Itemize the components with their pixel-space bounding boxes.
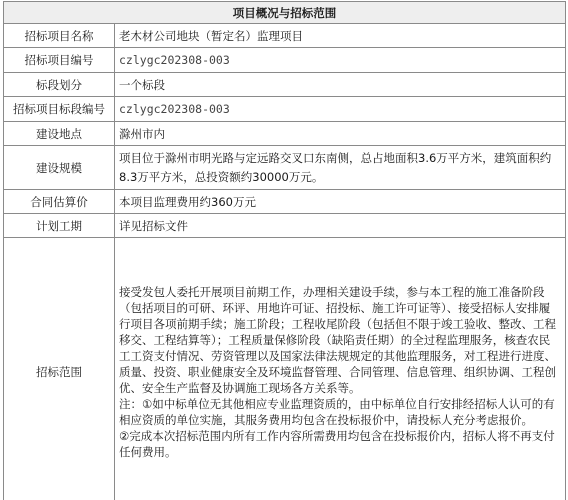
row-label-scale: 建设规模 — [4, 146, 115, 190]
table-row — [4, 146, 566, 190]
row-label-section-division: 标段划分 — [4, 73, 115, 97]
scope-paragraph-main: 接受发包人委托开展项目前期工作，办理相关建设手续，参与本工程的施工准备阶段（包括项目的可研、环评、用地许可证、招投标、施工许可证等）、接受招标人安排履行项目各项前期手续；施工阶段；工程收尾阶段（包括但不限于竣工验收、整改、工程移交、工程结算等）；工程质量保修阶段（缺陷责任期）的全过程监理服务，核查农民工工资支付情况、劳资管理以及国家法律法规规定的其他监理服务，对工程进行进度、质量、投资、职业健康安全及环境监督管理、合同管理、信息管理、组织协调、工程创优、安全生产监督及协调施工现场各方关系等。 — [119, 284, 556, 395]
row-label-project-number: 招标项目编号 — [4, 48, 115, 73]
table-row — [4, 190, 566, 214]
row-label-location: 建设地点 — [4, 122, 115, 146]
table-row — [4, 24, 566, 48]
row-value-project-number: czlygc202308-003 — [115, 48, 566, 73]
row-value-section-division: 一个标段 — [115, 73, 566, 97]
row-value-project-name: 老木材公司地块（暂定名）监理项目 — [115, 24, 566, 48]
row-label-section-number: 招标项目标段编号 — [4, 97, 115, 122]
row-label-project-name: 招标项目名称 — [4, 24, 115, 48]
table-row — [4, 97, 566, 122]
row-value-location: 滁州市内 — [115, 122, 566, 146]
row-label-scope: 招标范围 — [4, 238, 115, 500]
table-title: 项目概况与招标范围 — [4, 2, 566, 24]
row-label-schedule: 计划工期 — [4, 214, 115, 238]
table-row — [4, 73, 566, 97]
row-value-scale: 项目位于滁州市明光路与定远路交叉口东南侧，总占地面积3.6万平方米，建筑面积约8.3万平方米，总投资额约30000万元。 — [115, 146, 566, 190]
row-value-scope — [115, 238, 566, 500]
table-row — [4, 238, 566, 500]
scope-paragraph-note-2: ②完成本次招标范围内所有工作内容所需费用均包含在投标报价内，招标人将不再支付任何费用。 — [119, 428, 555, 459]
table-row — [4, 48, 566, 73]
table-title-row — [4, 2, 566, 24]
table-row — [4, 214, 566, 238]
row-value-estimated-price: 本项目监理费用约360万元 — [115, 190, 566, 214]
scope-paragraph-note-1: 注：①如中标单位无其他相应专业监理资质的，由中标单位自行安排经招标人认可的有相应资质的单位实施，其服务费用均包含在投标报价中，请投标人充分考虑报价。 — [119, 396, 555, 427]
row-value-schedule: 详见招标文件 — [115, 214, 566, 238]
project-overview-table — [3, 1, 566, 500]
row-value-section-number: czlygc202308-003 — [115, 97, 566, 122]
row-label-estimated-price: 合同估算价 — [4, 190, 115, 214]
table-row — [4, 122, 566, 146]
